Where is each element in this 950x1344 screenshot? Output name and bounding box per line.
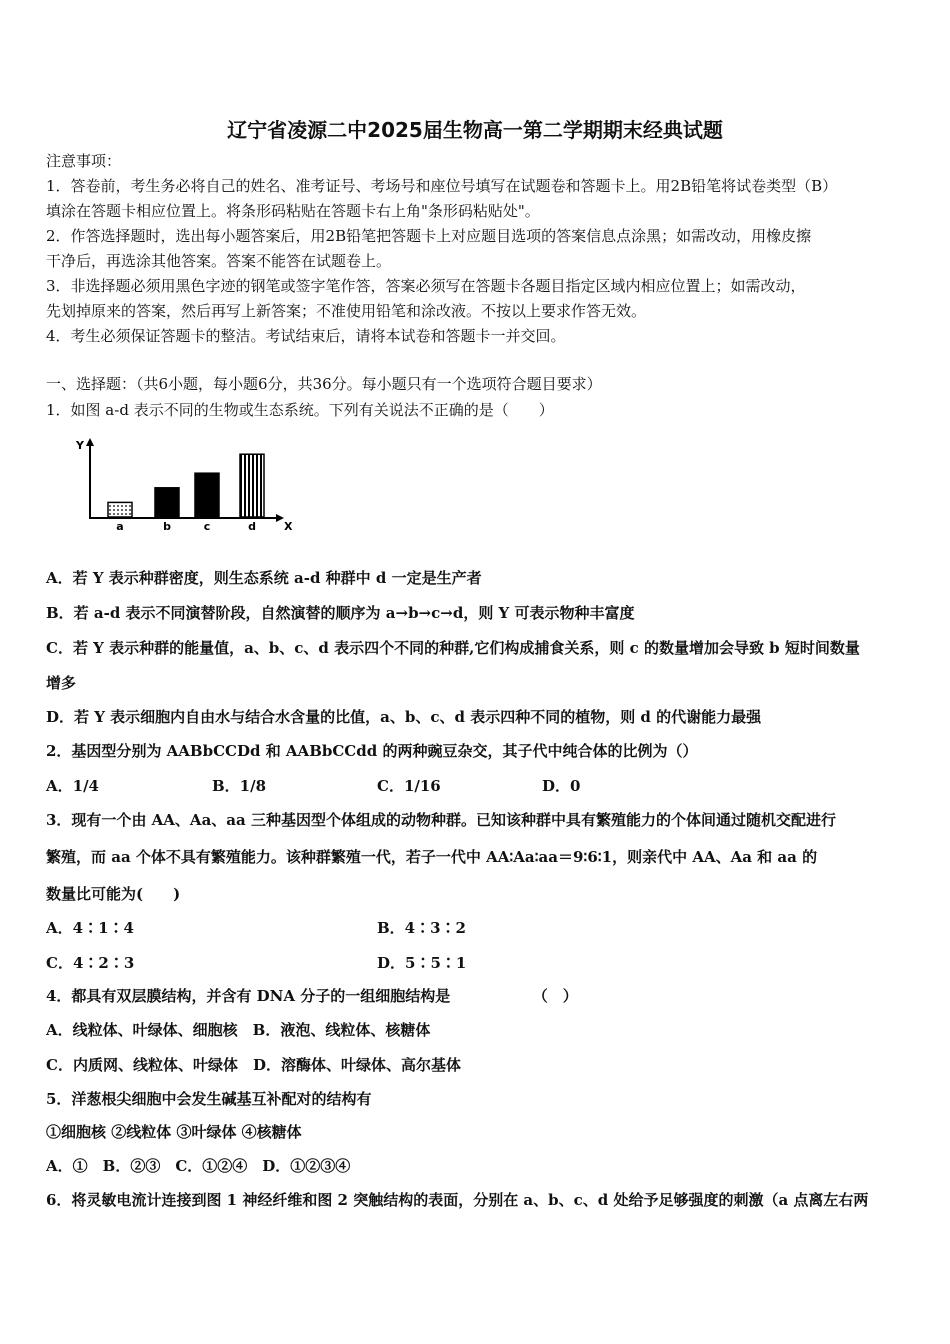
bar-c [195, 473, 219, 517]
bar-a [108, 502, 132, 517]
q3-stem-cont: 繁殖，而 aa 个体不具有繁殖能力。该种群繁殖一代，若子一代中 AA∶Aa∶aa＝9∶6∶1，则亲代中 AA、Aa 和 aa 的 [46, 848, 818, 866]
tick-label-a: a [116, 520, 124, 533]
notice-line: 干净后，再选涂其他答案。答案不能答在试题卷上。 [46, 252, 392, 270]
notice-line: 4．考生必须保证答题卡的整洁。考试结束后，请将本试卷和答题卡一并交回。 [46, 327, 566, 345]
bar-d [240, 454, 264, 517]
tick-label-b: b [163, 520, 171, 533]
q3-stem-cont: 数量比可能为( ) [46, 885, 181, 903]
q2-option-b: B．1/8 [212, 777, 267, 795]
notice-line: 3．非选择题必须用黑色字迹的钢笔或签字笔作答，答案必须写在答题卡各题目指定区域内相应位置上；如需改动， [46, 277, 806, 295]
notice-line: 先划掉原来的答案，然后再写上新答案；不准使用铅笔和涂改液。不按以上要求作答无效。 [46, 302, 647, 320]
bar-b [155, 488, 179, 517]
q5-items: ①细胞核 ②线粒体 ③叶绿体 ④核糖体 [46, 1123, 302, 1141]
notice-line: 填涂在答题卡相应位置上。将条形码粘贴在答题卡右上角"条形码粘贴处"。 [46, 202, 540, 220]
y-axis-label: Y [76, 439, 84, 452]
q4-options-ab: A．线粒体、叶绿体、细胞核 B．液泡、线粒体、核糖体 [46, 1021, 431, 1039]
q5-stem: 5．洋葱根尖细胞中会发生碱基互补配对的结构有 [46, 1090, 372, 1108]
q3-option-a: A．4∶1∶4 [46, 919, 134, 937]
q4-stem: 4．都具有双层膜结构，并含有 DNA 分子的一组细胞结构是 （ ） [46, 987, 578, 1005]
notice-line: 2．作答选择题时，选出每小题答案后，用2B铅笔把答题卡上对应题目选项的答案信息点涂黑；如需改动，用橡皮擦 [46, 227, 812, 245]
tick-label-c: c [203, 520, 211, 533]
page-title: 辽宁省凌源二中2025届生物高一第二学期期末经典试题 [227, 118, 723, 142]
q1-option-a: A．若 Y 表示种群密度，则生态系统 a-d 种群中 d 一定是生产者 [46, 569, 482, 587]
q2-stem: 2．基因型分别为 AABbCCDd 和 AABbCCdd 的两种豌豆杂交，其子代中纯合体的比例为（） [46, 742, 698, 760]
q1-option-c: C．若 Y 表示种群的能量值，a、b、c、d 表示四个不同的种群,它们构成捕食关系，则 c 的数量增加会导致 b 短时间数量 [46, 639, 860, 657]
q2-option-a: A．1/4 [46, 777, 99, 795]
notice-line: 1．答卷前，考生务必将自己的姓名、准考证号、考场号和座位号填写在试题卷和答题卡上。用2B铅笔将试卷类型（B） [46, 177, 838, 195]
q2-option-c: C．1/16 [377, 777, 441, 795]
y-axis-arrow [86, 438, 94, 446]
x-axis-label: X [284, 520, 293, 533]
tick-label-d: d [248, 520, 256, 533]
x-axis-arrow [276, 514, 284, 522]
q1-stem: 1．如图 a-d 表示不同的生物或生态系统。下列有关说法不正确的是（ ） [46, 401, 554, 419]
q3-stem: 3．现有一个由 AA、Aa、aa 三种基因型个体组成的动物种群。已知该种群中具有繁殖能力的个体间通过随机交配进行 [46, 811, 836, 829]
q4-options-cd: C．内质网、线粒体、叶绿体 D．溶酶体、叶绿体、高尔基体 [46, 1056, 461, 1074]
q1-option-b: B．若 a-d 表示不同演替阶段，自然演替的顺序为 a→b→c→d，则 Y 可表示物种丰富度 [46, 604, 635, 622]
q5-options: A．① B．②③ C．①②④ D．①②③④ [46, 1157, 351, 1175]
q1-bar-chart [72, 432, 302, 536]
q3-option-d: D．5∶5∶1 [377, 954, 467, 972]
notice-heading: 注意事项： [46, 152, 122, 170]
q6-stem: 6．将灵敏电流计连接到图 1 神经纤维和图 2 突触结构的表面，分别在 a、b、c、d 处给予足够强度的刺激（a 点离左右两 [46, 1191, 869, 1209]
section-heading: 一、选择题：（共6小题，每小题6分，共36分。每小题只有一个选项符合题目要求） [46, 375, 602, 393]
q3-option-b: B．4∶3∶2 [377, 919, 466, 937]
q3-option-c: C．4∶2∶3 [46, 954, 135, 972]
q2-option-d: D．0 [542, 777, 581, 795]
q1-option-c-cont: 增多 [46, 674, 77, 692]
q1-option-d: D．若 Y 表示细胞内自由水与结合水含量的比值，a、b、c、d 表示四种不同的植物，则 d 的代谢能力最强 [46, 708, 762, 726]
